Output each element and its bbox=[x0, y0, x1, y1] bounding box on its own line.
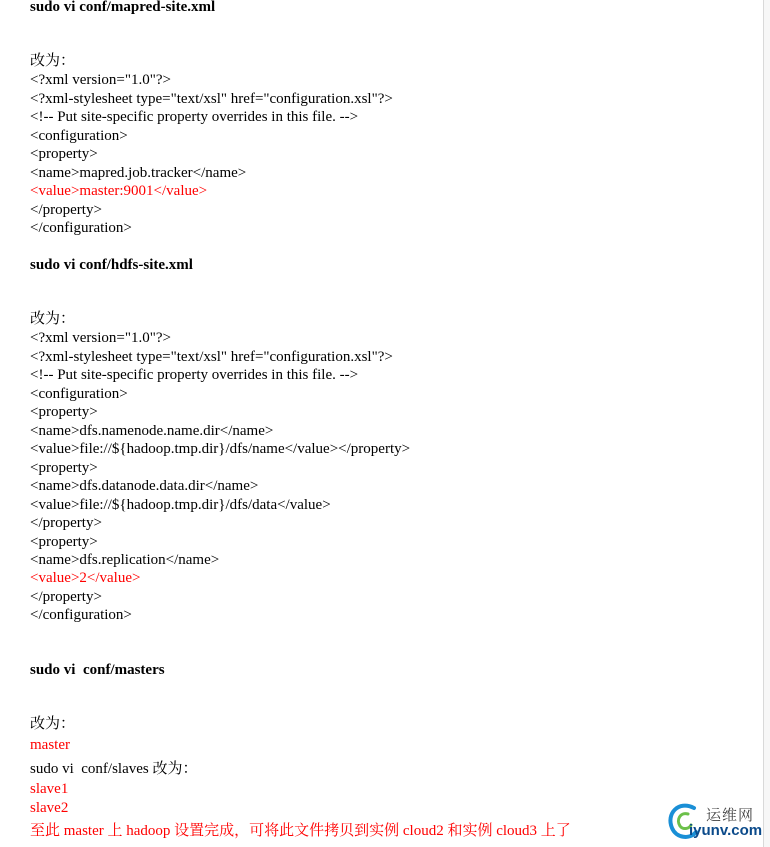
hdfs-line-highlight: <value>2</value> bbox=[30, 570, 141, 586]
hdfs-line: <name>dfs.datanode.data.dir</name> bbox=[30, 478, 259, 494]
slaves-value: slave2 bbox=[30, 800, 69, 816]
mapred-line-highlight: <value>master:9001</value> bbox=[30, 183, 208, 199]
watermark-domain: iyunv.com bbox=[689, 822, 763, 839]
mapred-command: sudo vi conf/mapred-site.xml bbox=[30, 0, 216, 15]
hdfs-line: <!-- Put site-specific property overrides in this file. --> bbox=[30, 367, 359, 383]
hdfs-line: <property> bbox=[30, 460, 98, 476]
hdfs-change-label: 改为： bbox=[30, 311, 76, 327]
hdfs-line: <?xml-stylesheet type="text/xsl" href="configuration.xsl"?> bbox=[30, 349, 393, 365]
hdfs-line: </property> bbox=[30, 589, 102, 605]
page-edge bbox=[763, 0, 770, 847]
mapred-line: <name>mapred.job.tracker</name> bbox=[30, 165, 247, 181]
watermark-name: 运维网 bbox=[706, 806, 755, 824]
mapred-line: </property> bbox=[30, 202, 102, 218]
mapred-line: <property> bbox=[30, 146, 98, 162]
hdfs-line: <name>dfs.replication</name> bbox=[30, 552, 220, 568]
masters-value: master bbox=[30, 737, 70, 753]
hdfs-line: <property> bbox=[30, 404, 98, 420]
hdfs-line: <configuration> bbox=[30, 386, 128, 402]
mapred-change-label: 改为： bbox=[30, 53, 76, 69]
hdfs-line: <value>file://${hadoop.tmp.dir}/dfs/name</value></property> bbox=[30, 441, 411, 457]
conclusion-text: 至此 master 上 hadoop 设置完成，可将此文件拷贝到实例 cloud2 和实例 cloud3 上了 bbox=[30, 823, 571, 839]
hdfs-command: sudo vi conf/hdfs-site.xml bbox=[30, 257, 193, 273]
hdfs-line: </property> bbox=[30, 515, 102, 531]
mapred-line: <?xml version="1.0"?> bbox=[30, 72, 171, 88]
masters-command: sudo vi conf/masters bbox=[30, 662, 165, 678]
mapred-line: </configuration> bbox=[30, 220, 132, 236]
hdfs-line: <value>file://${hadoop.tmp.dir}/dfs/data</value> bbox=[30, 497, 331, 513]
mapred-line: <configuration> bbox=[30, 128, 128, 144]
mapred-line: <?xml-stylesheet type="text/xsl" href="configuration.xsl"?> bbox=[30, 91, 393, 107]
hdfs-line: </configuration> bbox=[30, 607, 132, 623]
hdfs-line: <?xml version="1.0"?> bbox=[30, 330, 171, 346]
mapred-line: <!-- Put site-specific property overrides in this file. --> bbox=[30, 109, 359, 125]
hdfs-line: <name>dfs.namenode.name.dir</name> bbox=[30, 423, 274, 439]
slaves-command: sudo vi conf/slaves 改为： bbox=[30, 761, 198, 777]
site-watermark bbox=[664, 800, 768, 844]
slaves-value: slave1 bbox=[30, 781, 69, 797]
masters-change-label: 改为： bbox=[30, 716, 76, 732]
hdfs-line: <property> bbox=[30, 534, 98, 550]
